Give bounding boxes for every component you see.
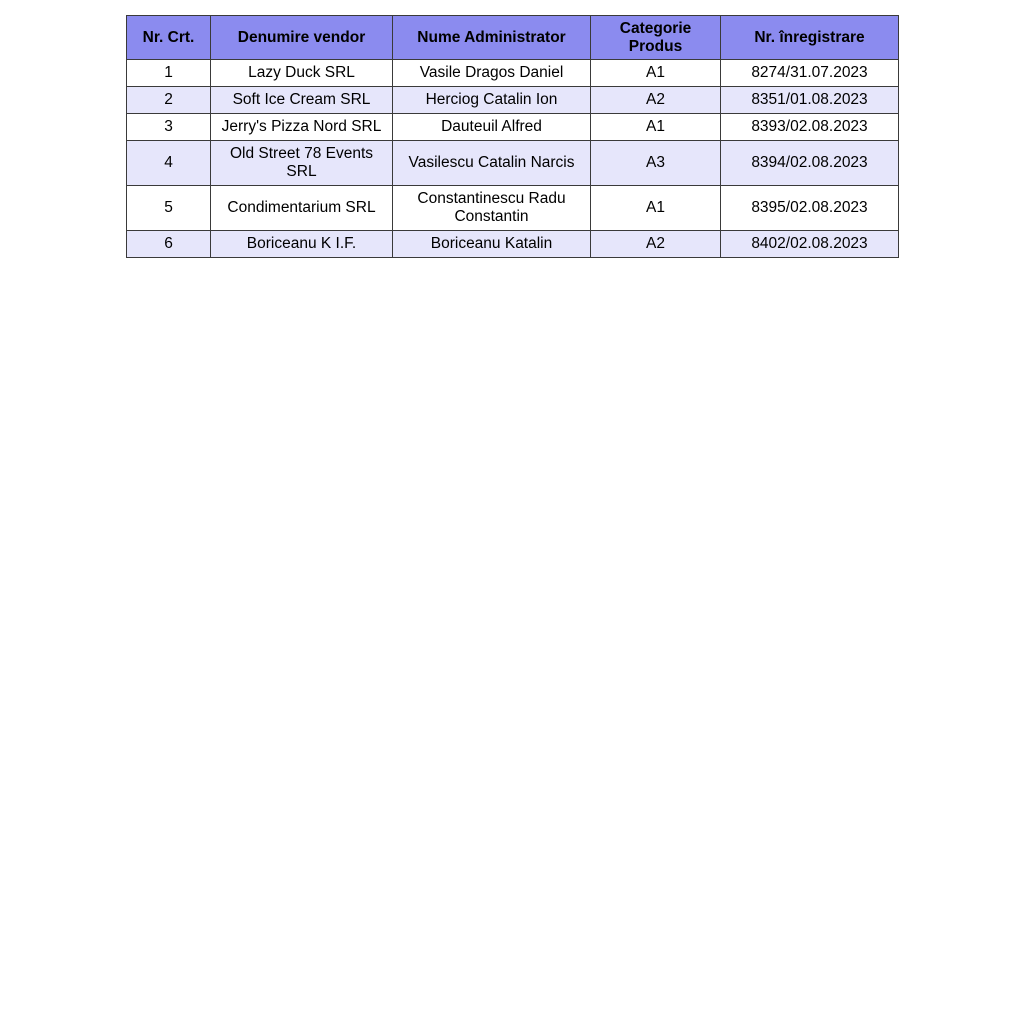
table-header <box>127 16 899 60</box>
cell-category: A1 <box>591 186 721 231</box>
cell-nr: 1 <box>127 60 211 87</box>
cell-admin: Vasilescu Catalin Narcis <box>393 141 591 186</box>
cell-admin: Dauteuil Alfred <box>393 114 591 141</box>
cell-registration: 8351/01.08.2023 <box>721 87 899 114</box>
header-administrator-name: Nume Administrator <box>393 16 591 60</box>
header-nr-crt: Nr. Crt. <box>127 16 211 60</box>
cell-vendor: Boriceanu K I.F. <box>211 231 393 258</box>
cell-nr: 6 <box>127 231 211 258</box>
cell-nr: 4 <box>127 141 211 186</box>
table-row <box>127 87 899 114</box>
vendor-table <box>126 15 899 258</box>
cell-category: A2 <box>591 87 721 114</box>
cell-nr: 2 <box>127 87 211 114</box>
cell-admin: Herciog Catalin Ion <box>393 87 591 114</box>
header-registration-number: Nr. înregistrare <box>721 16 899 60</box>
cell-vendor: Old Street 78 Events SRL <box>211 141 393 186</box>
header-vendor-name: Denumire vendor <box>211 16 393 60</box>
cell-admin: Vasile Dragos Daniel <box>393 60 591 87</box>
cell-nr: 5 <box>127 186 211 231</box>
cell-registration: 8394/02.08.2023 <box>721 141 899 186</box>
header-product-category: Categorie Produs <box>591 16 721 60</box>
cell-category: A3 <box>591 141 721 186</box>
cell-nr: 3 <box>127 114 211 141</box>
cell-vendor: Lazy Duck SRL <box>211 60 393 87</box>
header-row <box>127 16 899 60</box>
cell-registration: 8274/31.07.2023 <box>721 60 899 87</box>
cell-registration: 8393/02.08.2023 <box>721 114 899 141</box>
cell-registration: 8395/02.08.2023 <box>721 186 899 231</box>
cell-vendor: Condimentarium SRL <box>211 186 393 231</box>
table-row <box>127 231 899 258</box>
cell-category: A1 <box>591 114 721 141</box>
table-row <box>127 186 899 231</box>
table-row <box>127 114 899 141</box>
cell-registration: 8402/02.08.2023 <box>721 231 899 258</box>
cell-category: A1 <box>591 60 721 87</box>
cell-vendor: Soft Ice Cream SRL <box>211 87 393 114</box>
cell-admin: Boriceanu Katalin <box>393 231 591 258</box>
table-body <box>127 60 899 258</box>
table-row <box>127 141 899 186</box>
cell-vendor: Jerry's Pizza Nord SRL <box>211 114 393 141</box>
table-row <box>127 60 899 87</box>
cell-admin: Constantinescu Radu Constantin <box>393 186 591 231</box>
cell-category: A2 <box>591 231 721 258</box>
